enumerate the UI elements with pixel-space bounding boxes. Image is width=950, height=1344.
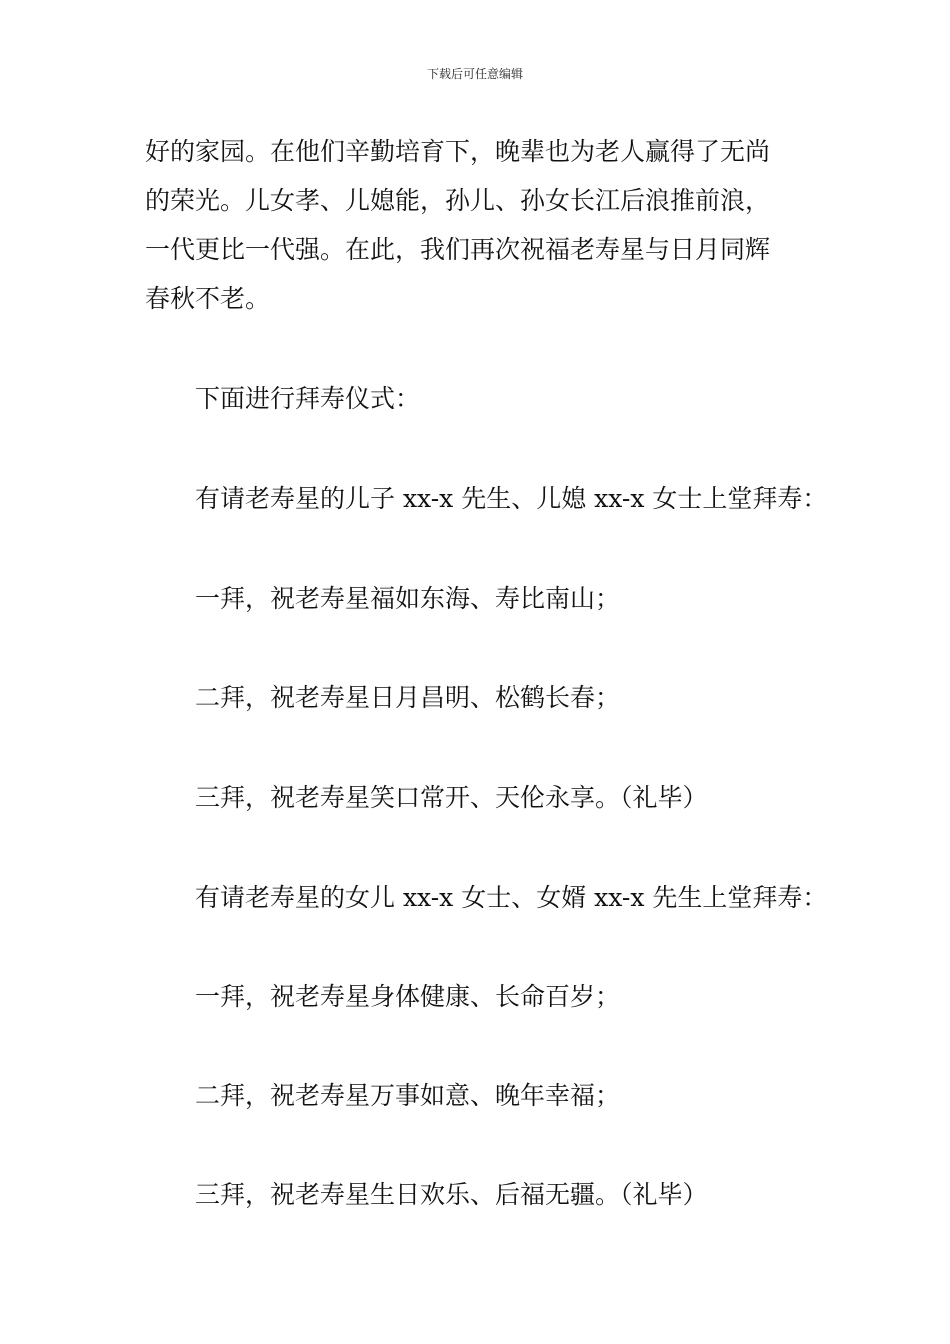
son-invitation: 有请老寿星的儿子 xx-x 先生、儿媳 xx-x 女士上堂拜寿：	[195, 484, 828, 513]
daughter-bow-3: 三拜，祝老寿星生日欢乐、后福无疆。（礼毕）	[195, 1180, 708, 1209]
ceremony-intro: 下面进行拜寿仪式：	[195, 384, 421, 413]
daughter-bow-1: 一拜，祝老寿星身体健康、长命百岁；	[195, 982, 621, 1011]
page-header: 下载后可任意编辑	[426, 67, 523, 81]
daughter-bow-2: 二拜，祝老寿星万事如意、晚年幸福；	[195, 1081, 621, 1110]
intro-line-1: 好的家园。在他们辛勤培育下，晚辈也为老人赢得了无尚	[145, 137, 771, 166]
intro-line-3: 一代更比一代强。在此，我们再次祝福老寿星与日月同辉	[145, 235, 771, 264]
son-bow-3: 三拜，祝老寿星笑口常开、天伦永享。（礼毕）	[195, 783, 708, 812]
intro-line-4: 春秋不老。	[145, 284, 271, 313]
intro-paragraph	[145, 127, 825, 323]
son-bow-2: 二拜，祝老寿星日月昌明、松鹤长春；	[195, 683, 621, 712]
intro-line-2: 的荣光。儿女孝、儿媳能，孙儿、孙女长江后浪推前浪，	[145, 186, 771, 215]
son-bow-1: 一拜，祝老寿星福如东海、寿比南山；	[195, 584, 621, 613]
daughter-invitation: 有请老寿星的女儿 xx-x 女士、女婿 xx-x 先生上堂拜寿：	[195, 883, 828, 912]
